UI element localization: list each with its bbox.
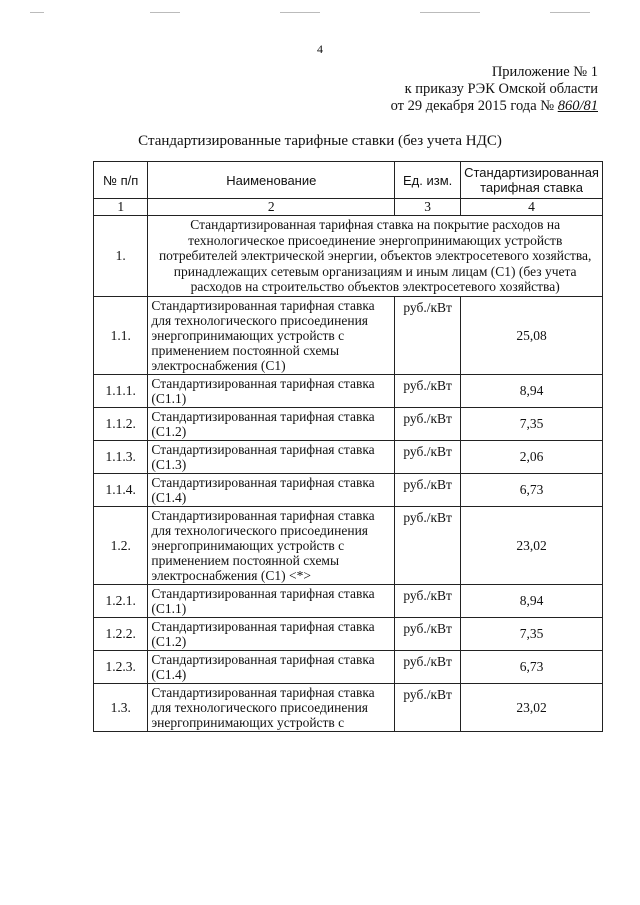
row-num: 1.2.1. — [94, 584, 148, 617]
table-row — [94, 506, 603, 584]
appendix-line-1: Приложение № 1 — [491, 64, 598, 80]
row-unit: руб./кВт — [395, 473, 461, 506]
appendix-line-3 — [391, 98, 598, 115]
row-unit: руб./кВт — [395, 374, 461, 407]
index-cell: 2 — [148, 199, 395, 216]
row-rate: 23,02 — [461, 683, 603, 731]
row-name: Стандартизированная тарифная ставка (С1.1) — [148, 584, 395, 617]
row-name: Стандартизированная тарифная ставка (С1.1) — [148, 374, 395, 407]
order-date: от 29 декабря 2015 года № — [390, 98, 555, 114]
row-name: Стандартизированная тарифная ставка (С1.4) — [148, 473, 395, 506]
row-num: 1.1.4. — [94, 473, 148, 506]
row-unit: руб./кВт — [395, 407, 461, 440]
row-name: Стандартизированная тарифная ставка для технологического присоединения энергопринимающих устройств с применением постоянной схемы электроснабжения (С1) — [148, 296, 395, 374]
section-row — [94, 216, 603, 297]
row-rate: 7,35 — [461, 407, 603, 440]
row-unit: руб./кВт — [395, 683, 461, 731]
column-index-row — [94, 199, 603, 216]
index-cell: 3 — [395, 199, 461, 216]
row-name: Стандартизированная тарифная ставка (С1.2) — [148, 617, 395, 650]
row-rate: 25,08 — [461, 296, 603, 374]
tariff-table — [93, 161, 603, 732]
row-name: Стандартизированная тарифная ставка (С1.2) — [148, 407, 395, 440]
row-unit: руб./кВт — [395, 650, 461, 683]
row-rate: 6,73 — [461, 473, 603, 506]
row-num: 1.2.3. — [94, 650, 148, 683]
appendix-header — [391, 64, 598, 115]
row-rate: 23,02 — [461, 506, 603, 584]
row-unit: руб./кВт — [395, 506, 461, 584]
appendix-line-2: к приказу РЭК Омской области — [404, 81, 598, 97]
row-name: Стандартизированная тарифная ставка (С1.3) — [148, 440, 395, 473]
row-rate: 8,94 — [461, 584, 603, 617]
row-unit: руб./кВт — [395, 296, 461, 374]
row-unit: руб./кВт — [395, 440, 461, 473]
page-number: 4 — [317, 42, 323, 56]
row-unit: руб./кВт — [395, 617, 461, 650]
order-number-handwritten: 860/81 — [557, 98, 598, 114]
row-name: Стандартизированная тарифная ставка для технологического присоединения энергопринимающих устройств с применением постоянной схемы электроснабжения (С1) <*> — [148, 506, 395, 584]
header-unit: Ед. изм. — [395, 162, 461, 199]
table-row — [94, 650, 603, 683]
row-unit: руб./кВт — [395, 584, 461, 617]
row-name: Стандартизированная тарифная ставка для технологического присоединения энергопринимающих устройств с — [148, 683, 395, 731]
row-rate: 2,06 — [461, 440, 603, 473]
row-num: 1.2. — [94, 506, 148, 584]
table-row — [94, 584, 603, 617]
table-header-row — [94, 162, 603, 199]
scan-artifacts — [30, 8, 610, 18]
table-row — [94, 617, 603, 650]
table-row — [94, 407, 603, 440]
header-num: № п/п — [94, 162, 148, 199]
row-num: 1.1.3. — [94, 440, 148, 473]
section-num: 1. — [94, 216, 148, 297]
table-row — [94, 374, 603, 407]
header-rate: Стандартизированная тарифная ставка — [461, 162, 603, 199]
row-rate: 8,94 — [461, 374, 603, 407]
row-name: Стандартизированная тарифная ставка (С1.4) — [148, 650, 395, 683]
row-num: 1.1.2. — [94, 407, 148, 440]
row-rate: 6,73 — [461, 650, 603, 683]
table-row — [94, 473, 603, 506]
index-cell: 1 — [94, 199, 148, 216]
row-num: 1.2.2. — [94, 617, 148, 650]
row-rate: 7,35 — [461, 617, 603, 650]
row-num: 1.1. — [94, 296, 148, 374]
index-cell: 4 — [461, 199, 603, 216]
row-num: 1.1.1. — [94, 374, 148, 407]
section-name: Стандартизированная тарифная ставка на покрытие расходов на технологическое присоединение энергопринимающих устройств потребителей электрической энергии, объектов электросетевого хозяйства, принадлежащих сетевым организациям и иным лицам (С1) (без учета расходов на строительство объектов электросетевого хозяйства) — [148, 216, 603, 297]
table-row — [94, 683, 603, 731]
header-name: Наименование — [148, 162, 395, 199]
table-row — [94, 440, 603, 473]
document-title: Стандартизированные тарифные ставки (без учета НДС) — [138, 133, 502, 149]
row-num: 1.3. — [94, 683, 148, 731]
table-row — [94, 296, 603, 374]
